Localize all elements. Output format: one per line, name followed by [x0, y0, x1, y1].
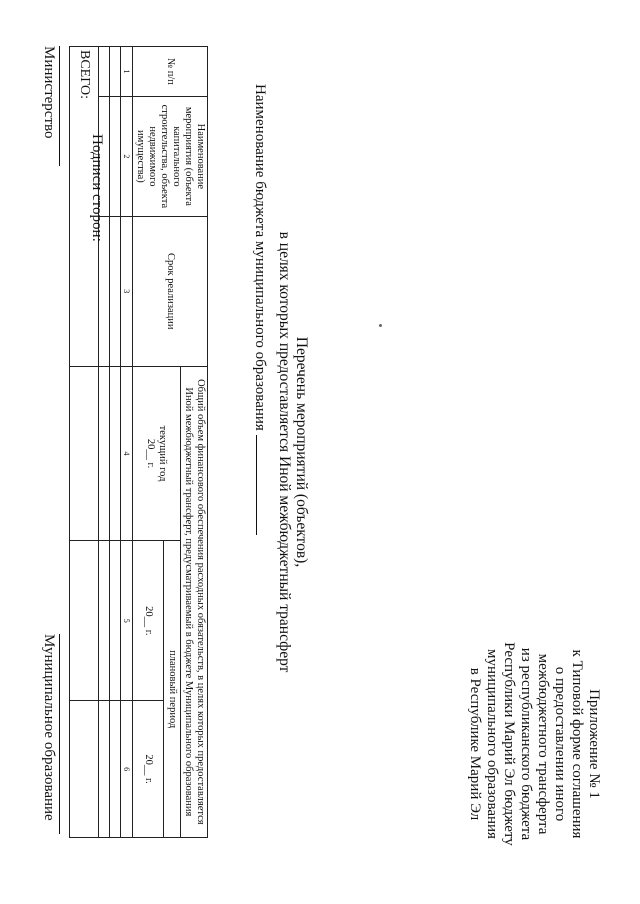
table-row	[110, 47, 121, 838]
appendix-header	[466, 594, 602, 894]
title-line-2: в целях которых предоставляется Иной межбюджетный трансферт	[276, 231, 293, 673]
title-line-1: Перечень мероприятий (объектов),	[293, 336, 310, 568]
column-number: 5	[121, 541, 133, 701]
budget-name-blank	[256, 435, 257, 535]
current-year-header	[133, 366, 181, 541]
plan-year-1-header: 20__ г.	[133, 541, 164, 701]
total-cell	[70, 366, 99, 541]
table-cell	[110, 96, 121, 216]
planning-period-header: плановый период	[164, 541, 181, 838]
signature-line-right	[59, 634, 60, 834]
appendix-line: к Типовой форме соглашения	[569, 649, 585, 839]
column-number: 1	[121, 47, 133, 97]
table-cell	[110, 541, 121, 701]
table-cell	[99, 541, 110, 701]
signature-party-ministry: Министерство	[41, 46, 57, 139]
appendix-line: Приложение № 1	[586, 689, 602, 799]
col-number-header: № п/п	[133, 47, 208, 97]
table-cell	[110, 701, 121, 838]
table-cell	[110, 366, 121, 541]
plan-year-2-header: 20__ г.	[133, 701, 164, 838]
total-cell	[70, 541, 99, 701]
table-cell	[99, 701, 110, 838]
table-cell	[99, 366, 110, 541]
column-number: 3	[121, 216, 133, 366]
signatures-title: Подписи сторон:	[89, 134, 105, 242]
column-number: 4	[121, 366, 133, 541]
col-name-header: Наименование мероприятия (объекта капитального строительства, объекта недвижимого имущества)	[133, 96, 208, 216]
column-numbers-row	[121, 47, 133, 838]
signature-party-municipality: Муниципальное образование	[41, 634, 57, 821]
budget-name-label: Наименование бюджета муниципального образования	[252, 84, 268, 431]
appendix-line: межбюджетного трансферта	[535, 653, 551, 835]
appendix-line: муниципального образования	[484, 649, 500, 839]
appendix-line: из республиканского бюджета	[518, 647, 534, 841]
document-page	[30, 34, 610, 870]
appendix-line: Республики Марий Эл бюджету	[501, 642, 517, 846]
column-number: 2	[121, 96, 133, 216]
column-number: 6	[121, 701, 133, 838]
scan-speck	[379, 324, 382, 327]
table-cell	[110, 47, 121, 97]
budget-name-field	[251, 84, 268, 535]
funding-group-header: Общий объем финансового обеспечения расходных обязательств, в целях которых предоставляется Иной межбюджетный трансферт, предусматриваемый в бюджете Муниципального образования	[181, 366, 208, 837]
total-label: ВСЕГО:	[70, 47, 99, 367]
table-cell	[99, 47, 110, 97]
appendix-line: о предоставлении иного	[552, 666, 568, 822]
document-title	[276, 34, 310, 870]
signature-line-left	[59, 46, 60, 166]
col-term-header: Срок реализации	[133, 216, 208, 366]
current-year-value: 20__ г.	[145, 438, 157, 469]
appendix-line: в Республике Марий Эл	[467, 667, 483, 821]
current-year-label: текущий год	[157, 425, 169, 482]
total-cell	[70, 701, 99, 838]
table-cell	[110, 216, 121, 366]
